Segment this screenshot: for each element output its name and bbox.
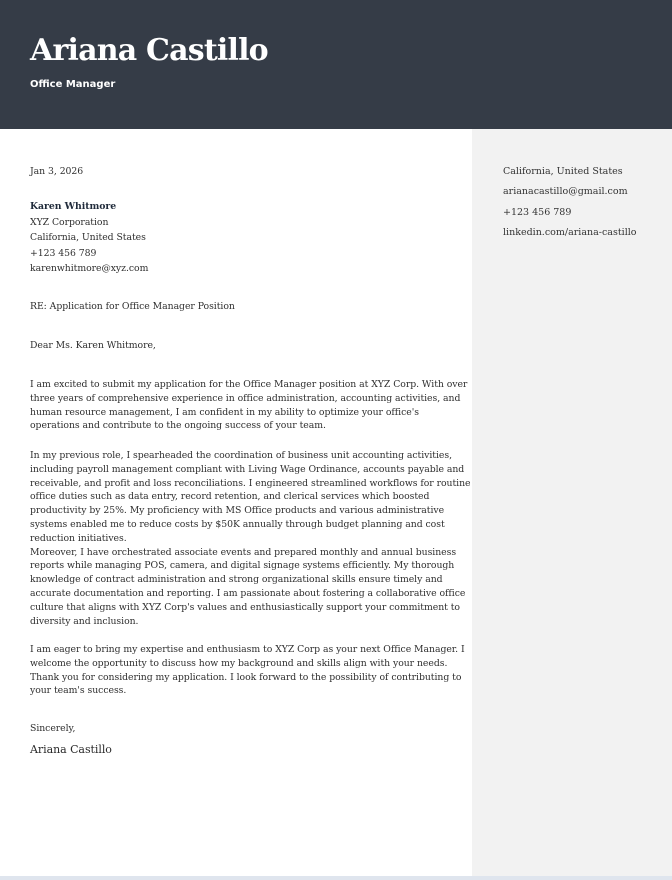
- paragraph-intro: [30, 378, 468, 433]
- recipient-name: Karen Whitmore: [30, 201, 117, 212]
- contact-sidebar: [472, 129, 672, 876]
- paragraph-line: knowledge of contract administration and strong organizational skills ensure timely and: [30, 574, 443, 586]
- paragraph-line: Moreover, I have orchestrated associate events and prepared monthly and annual business: [30, 546, 457, 558]
- applicant-name: Ariana Castillo: [30, 33, 268, 68]
- recipient-company: XYZ Corporation: [30, 217, 109, 228]
- paragraph-line: human resource management, I am confident in my ability to optimize your office's: [30, 406, 419, 418]
- contact-location: California, United States: [503, 166, 623, 177]
- recipient-location: California, United States: [30, 232, 146, 243]
- letter-closing: Sincerely,: [30, 723, 76, 734]
- paragraph-line: productivity by 25%. My proficiency with MS Office products and various administrative: [30, 505, 445, 517]
- letter-subject: RE: Application for Office Manager Position: [30, 301, 235, 312]
- paragraph-line: diversity and inclusion.: [30, 615, 139, 627]
- letter-date: Jan 3, 2026: [30, 166, 84, 177]
- paragraph-line: your team's success.: [30, 685, 127, 697]
- applicant-job-title: Office Manager: [30, 79, 116, 90]
- paragraph-line: systems enabled me to reduce costs by $50K annually through budget planning and cost: [30, 518, 445, 530]
- paragraph-line: Thank you for considering my application. I look forward to the possibility of contributing to: [30, 671, 462, 683]
- paragraph-line: In my previous role, I spearheaded the coordination of business unit accounting activities,: [30, 450, 452, 461]
- page-bottom-edge: [0, 876, 672, 880]
- paragraph-experience: [30, 449, 471, 628]
- paragraph-line: I am excited to submit my application for the Office Manager position at XYZ Corp. With over: [30, 379, 468, 390]
- paragraph-line: including payroll management compliant with Living Wage Ordinance, accounts payable and: [30, 463, 465, 475]
- recipient-email: karenwhitmore@xyz.com: [30, 263, 149, 274]
- paragraph-line: culture that aligns with XYZ Corp's values and enthusiastically support your commitment to: [30, 601, 460, 613]
- contact-email: arianacastillo@gmail.com: [503, 186, 628, 197]
- letter-header: [0, 0, 672, 129]
- paragraph-line: reports while managing POS, camera, and digital signage systems efficiently. My thorough: [30, 560, 455, 572]
- contact-linkedin: linkedin.com/ariana-castillo: [503, 227, 637, 238]
- contact-phone: +123 456 789: [503, 207, 572, 218]
- paragraph-line: three years of comprehensive experience in office administration, accounting activities, and: [30, 392, 461, 404]
- paragraph-line: operations and contribute to the ongoing success of your team.: [30, 420, 326, 432]
- signature-name: Ariana Castillo: [30, 743, 112, 756]
- recipient-phone: +123 456 789: [30, 248, 97, 259]
- paragraph-line: welcome the opportunity to discuss how my background and skills align with your needs.: [30, 657, 448, 669]
- letter-salutation: Dear Ms. Karen Whitmore,: [30, 340, 156, 351]
- paragraph-closing: [30, 643, 465, 698]
- paragraph-line: I am eager to bring my expertise and enthusiasm to XYZ Corp as your next Office Manager. I: [30, 644, 465, 655]
- paragraph-line: office duties such as data entry, record retention, and clerical services which boosted: [30, 491, 430, 503]
- paragraph-line: reduction initiatives.: [30, 532, 127, 544]
- paragraph-line: accurate documentation and reporting. I am passionate about fostering a collaborative office: [30, 587, 466, 599]
- paragraph-line: receivable, and profit and loss reconciliations. I engineered streamlined workflows for routine: [30, 477, 471, 489]
